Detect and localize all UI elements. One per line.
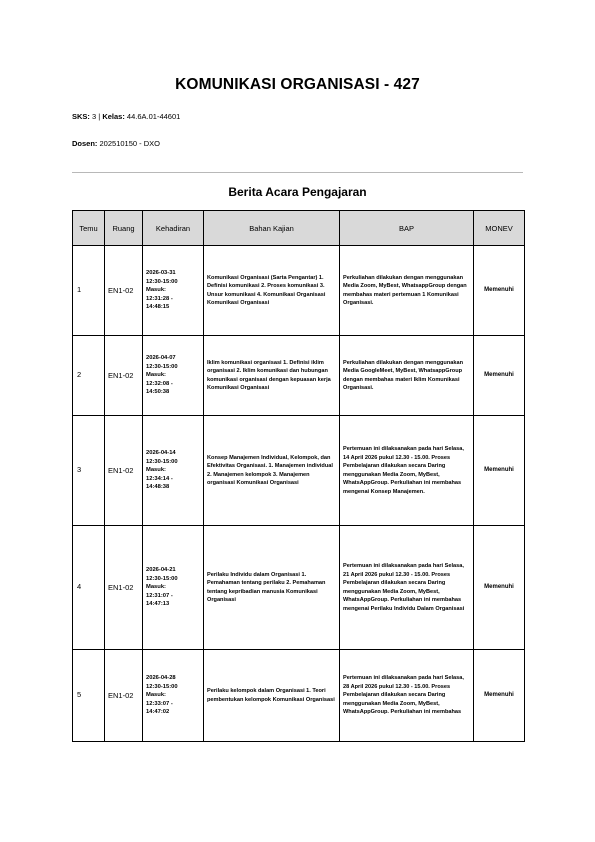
header-ruang: Ruang [105, 211, 143, 246]
kehadiran-masuk-label: Masuk: [146, 584, 166, 591]
kehadiran-time: 12:30-15:00 [146, 683, 178, 690]
kehadiran-start: 12:32:08 - [146, 380, 173, 387]
header-kehadiran: Kehadiran [143, 211, 204, 246]
kehadiran-date: 2026-04-07 [146, 355, 176, 362]
kehadiran-date: 2026-04-14 [146, 450, 176, 457]
kehadiran-masuk-label: Masuk: [146, 692, 166, 699]
kehadiran-end: 14:48:38 [146, 484, 170, 491]
kehadiran-time: 12:30-15:00 [146, 363, 178, 370]
table-row [73, 650, 525, 742]
cell-ruang: EN1-02 [105, 246, 143, 336]
cell-monev: Memenuhi [474, 246, 525, 336]
kehadiran-time: 12:30-15:00 [146, 575, 178, 582]
sks-label: SKS: [72, 112, 90, 121]
kehadiran-date: 2026-04-28 [146, 675, 176, 682]
cell-monev: Memenuhi [474, 336, 525, 416]
kehadiran-time: 12:30-15:00 [146, 458, 178, 465]
kehadiran-date: 2026-04-21 [146, 567, 176, 574]
cell-bahan-kajian: Konsep Manajemen Individual, Kelompok, dan Efektivitas Organisasi. 1. Manajemen individual 2. Manajemen kelompok 3. Manajemen organisasi Komunikasi Organisasi [204, 416, 340, 526]
lecturer-meta [72, 139, 160, 148]
cell-kehadiran [143, 416, 204, 526]
cell-monev: Memenuhi [474, 526, 525, 650]
page-title: KOMUNIKASI ORGANISASI - 427 [175, 76, 420, 93]
kehadiran-end: 14:47:13 [146, 601, 170, 608]
cell-bap: Perkuliahan dilakukan dengan menggunakan Media Zoom, MyBest, WhatsappGroup dengan membahas materi pertemuan 1 Komunikasi Organisasi. [340, 246, 474, 336]
kehadiran-date: 2026-03-31 [146, 270, 176, 277]
cell-kehadiran [143, 246, 204, 336]
cell-temu: 1 [73, 246, 105, 336]
cell-monev: Memenuhi [474, 650, 525, 742]
table-row [73, 246, 525, 336]
cell-temu: 5 [73, 650, 105, 742]
kehadiran-end: 14:48:15 [146, 304, 170, 311]
kehadiran-time: 12:30-15:00 [146, 278, 178, 285]
cell-ruang: EN1-02 [105, 416, 143, 526]
kelas-label: Kelas: [102, 112, 125, 121]
kehadiran-end: 14:50:38 [146, 389, 170, 396]
dosen-value: 202510150 - DXO [99, 139, 160, 148]
cell-bap: Pertemuan ini dilaksanakan pada hari Selasa, 14 April 2026 pukul 12.30 - 15.00. Proses Pembelajaran dilakukan secara Daring menggunakan Media Zoom, MyBest, WhatsAppGroup. Perkuliahan ini membahas mengenai Konsep Manajemen. [340, 416, 474, 526]
cell-bap: Pertemuan ini dilaksanakan pada hari Selasa, 28 April 2026 pukul 12.30 - 15.00. Proses Pembelajaran dilakukan secara Daring menggunakan Media Zoom, MyBest, WhatsAppGroup. Perkuliahan ini membahas [340, 650, 474, 742]
cell-temu: 4 [73, 526, 105, 650]
cell-temu: 2 [73, 336, 105, 416]
cell-bap: Perkuliahan dilakukan dengan menggunakan Media GoogleMeet, MyBest, WhatsappGroup dengan membahas materi Iklim Komunikasi Organisasi. [340, 336, 474, 416]
cell-bahan-kajian: Iklim komunikasi organisasi 1. Definisi iklim organisasi 2. Iklim komunikasi dan hubungan komunikasi organisasi dengan kepuasan kerja Komunikasi Organisasi [204, 336, 340, 416]
cell-bap: Pertemuan ini dilaksanakan pada hari Selasa, 21 April 2026 pukul 12.30 - 15.00. Proses Pembelajaran dilakukan secara Daring menggunakan Media Zoom, MyBest, WhatsAppGroup. Perkuliahan ini membahas mengenai Perilaku Individu Dalam Organisasi [340, 526, 474, 650]
divider [72, 172, 523, 173]
cell-kehadiran [143, 526, 204, 650]
header-monev: MONEV [474, 211, 525, 246]
header-temu: Temu [73, 211, 105, 246]
kehadiran-end: 14:47:02 [146, 709, 170, 716]
table-row [73, 336, 525, 416]
header-bap: BAP [340, 211, 474, 246]
section-title: Berita Acara Pengajaran [228, 185, 367, 199]
dosen-label: Dosen: [72, 139, 98, 148]
kehadiran-masuk-label: Masuk: [146, 467, 166, 474]
kehadiran-start: 12:34:14 - [146, 475, 173, 482]
kehadiran-masuk-label: Masuk: [146, 287, 166, 294]
cell-kehadiran [143, 650, 204, 742]
table-header-row [73, 211, 525, 246]
cell-bahan-kajian: Komunikasi Organisasi (Sarta Pengantar) 1. Definisi komunikasi 2. Proses komunikasi 3. Unsur komunikasi 4. Komunikasi Organisasi Komunikasi Organisasi [204, 246, 340, 336]
cell-ruang: EN1-02 [105, 336, 143, 416]
course-meta [72, 112, 180, 121]
kehadiran-start: 12:31:28 - [146, 295, 173, 302]
cell-kehadiran [143, 336, 204, 416]
header-bahan-kajian: Bahan Kajian [204, 211, 340, 246]
kehadiran-start: 12:31:07 - [146, 592, 173, 599]
sks-value: 3 | [92, 112, 101, 121]
cell-bahan-kajian: Perilaku kelompok dalam Organisasi 1. Teori pembentukan kelompok Komunikasi Organisasi [204, 650, 340, 742]
table-row [73, 526, 525, 650]
cell-ruang: EN1-02 [105, 650, 143, 742]
cell-bahan-kajian: Perilaku Individu dalam Organisasi 1. Pemahaman tentang perilaku 2. Pemahaman tentang kepribadian manusia Komunikasi Organisasi [204, 526, 340, 650]
cell-ruang: EN1-02 [105, 526, 143, 650]
cell-temu: 3 [73, 416, 105, 526]
kehadiran-masuk-label: Masuk: [146, 372, 166, 379]
kelas-value: 44.6A.01-44601 [126, 112, 181, 121]
kehadiran-start: 12:33:07 - [146, 700, 173, 707]
berita-acara-table [72, 210, 525, 742]
table-row [73, 416, 525, 526]
cell-monev: Memenuhi [474, 416, 525, 526]
